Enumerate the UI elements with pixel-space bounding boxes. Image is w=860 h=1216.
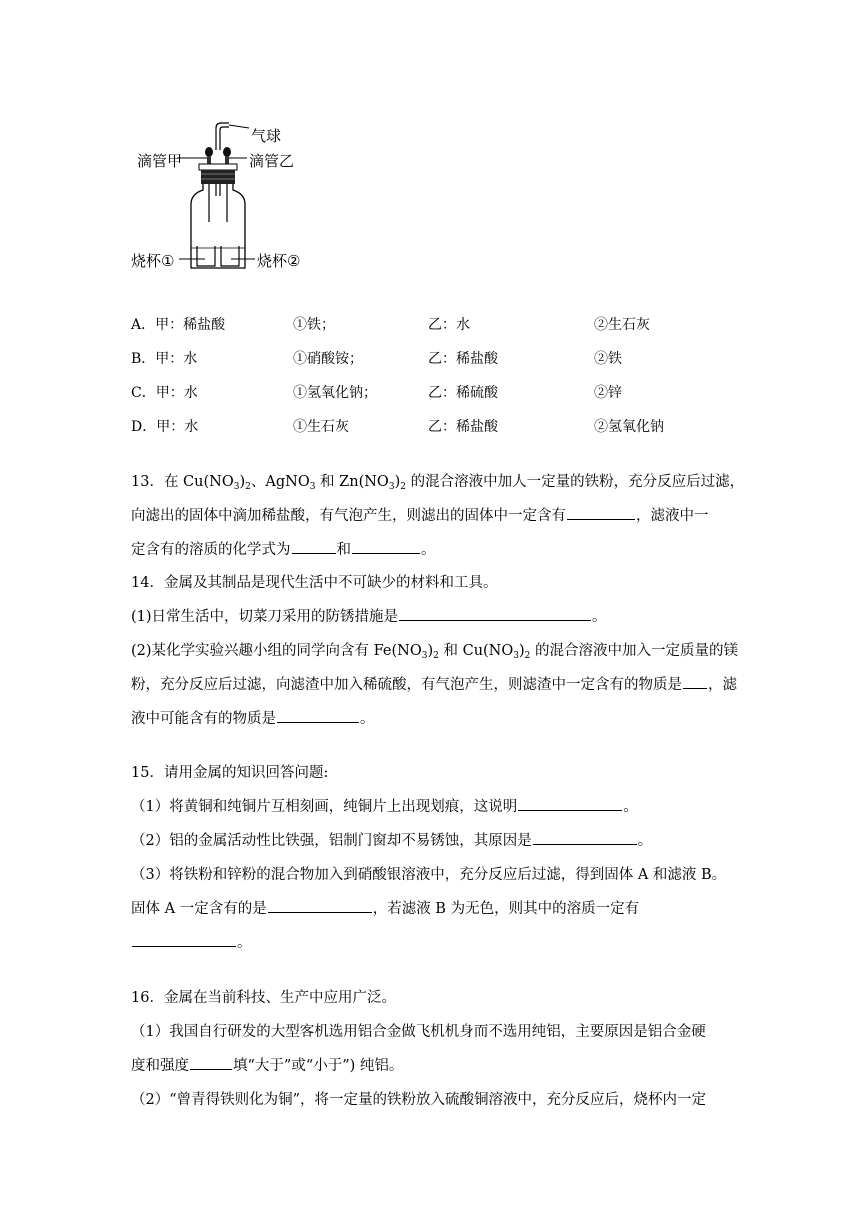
option-c-dropper-b: 乙：稀硫酸: [428, 385, 498, 401]
q14-part-2-end: 液中可能含有的物质是 。: [131, 708, 375, 730]
q15-blank-2[interactable]: [533, 830, 637, 845]
q15-title: 15．请用金属的知识回答问题:: [131, 765, 329, 781]
option-c-beaker-2: ②锌: [594, 385, 622, 401]
option-d-dropper-b: 乙：稀盐酸: [428, 419, 498, 435]
option-b-beaker-2: ②铁: [594, 351, 622, 367]
q15-blank-1[interactable]: [518, 796, 622, 811]
option-a-beaker-2: ②生石灰: [594, 317, 650, 333]
q13-line-3: 定含有的溶质的化学式为 和 。: [131, 539, 436, 561]
q15-part-3: （3）将铁粉和锌粉的混合物加入到硝酸银溶液中，充分反应后过滤，得到固体 A 和滤液 B。: [131, 867, 727, 883]
option-b-label: B．甲：水: [131, 351, 198, 367]
q16-title: 16．金属在当前科技、生产中应用广泛。: [131, 990, 396, 1006]
q14-blank-filtrate[interactable]: [277, 708, 359, 723]
q15-part-2: （2）铝的金属活动性比铁强，铝制门窗却不易锈蚀，其原因是 。: [131, 830, 652, 852]
option-c-label: C．甲：水: [131, 385, 198, 401]
q15-part-1: （1）将黄铜和纯铜片互相刻画，纯铜片上出现划痕，这说明 。: [131, 796, 638, 818]
q13-blank-solid[interactable]: [567, 505, 635, 520]
option-b-beaker-1: ①硝酸铵；: [293, 351, 363, 367]
q16-part-2: （2）“曾青得铁则化为铜”，将一定量的铁粉放入硫酸铜溶液中，充分反应后，烧杯内一定: [131, 1092, 707, 1108]
q14-blank-residue[interactable]: [683, 674, 707, 689]
q16-part-1: （1）我国自行研发的大型客机选用铝合金做飞机机身而不选用纯铝，主要原因是铝合金硬: [131, 1024, 706, 1040]
q13-blank-solute-1[interactable]: [292, 539, 336, 554]
q16-part-1-cont: 度和强度 填“大于”或“小于”) 纯铝。: [131, 1055, 403, 1077]
label-balloon: 气球: [251, 127, 282, 145]
option-c-beaker-1: ①氢氧化钠；: [293, 385, 377, 401]
option-d-beaker-2: ②氢氧化钠: [594, 419, 664, 435]
option-a-label: A．甲：稀盐酸: [131, 317, 226, 333]
label-beaker-1: 烧杯①: [131, 252, 175, 270]
option-d-label: D．甲：水: [131, 419, 199, 435]
label-dropper-a: 滴管甲: [137, 152, 183, 170]
q13-line-2: 向滤出的固体中滴加稀盐酸，有气泡产生，则滤出的固体中一定含有 ，滤液中一: [131, 505, 709, 527]
q14-part-1: (1)日常生活中，切菜刀采用的防锈措施是 。: [131, 606, 607, 628]
q13-blank-solute-2[interactable]: [352, 539, 420, 554]
option-a-dropper-b: 乙：水: [428, 317, 470, 333]
option-b-dropper-b: 乙：稀盐酸: [428, 351, 498, 367]
q14-blank-rust[interactable]: [399, 606, 591, 621]
q15-blank-solid-a[interactable]: [268, 898, 372, 913]
q15-blank-solute[interactable]: [132, 932, 236, 947]
option-a-beaker-1: ①铁；: [293, 317, 335, 333]
q16-blank-hardness[interactable]: [190, 1055, 232, 1070]
label-beaker-2: 烧杯②: [257, 252, 301, 270]
option-d-beaker-1: ①生石灰: [293, 419, 349, 435]
label-dropper-b: 滴管乙: [249, 152, 295, 170]
q15-part-3-end: 。: [131, 932, 252, 954]
q14-title: 14．金属及其制品是现代生活中不可缺少的材料和工具。: [131, 575, 498, 591]
q14-part-2: (2)某化学实验兴趣小组的同学向含有 $Fe(NO_3)_2$ 和 $Cu(NO_3)_2$ 的混合溶液中加入一定质量的镁: [131, 643, 739, 661]
q15-part-3-cont: 固体 A 一定含有的是 ，若滤液 B 为无色，则其中的溶质一定有: [131, 898, 639, 920]
apparatus-figure: [125, 118, 315, 278]
q14-part-2-cont: 粉，充分反应后过滤，向滤渣中加入稀硫酸，有气泡产生，则滤渣中一定含有的物质是 ，滤: [131, 674, 737, 696]
q13-line-1: 13．在 $Cu(NO_3)_2$、AgNO$_3$ 和 $Zn(NO_3)_2$ 的混合溶液中加人一定量的铁粉，充分反应后过滤，: [131, 474, 745, 492]
